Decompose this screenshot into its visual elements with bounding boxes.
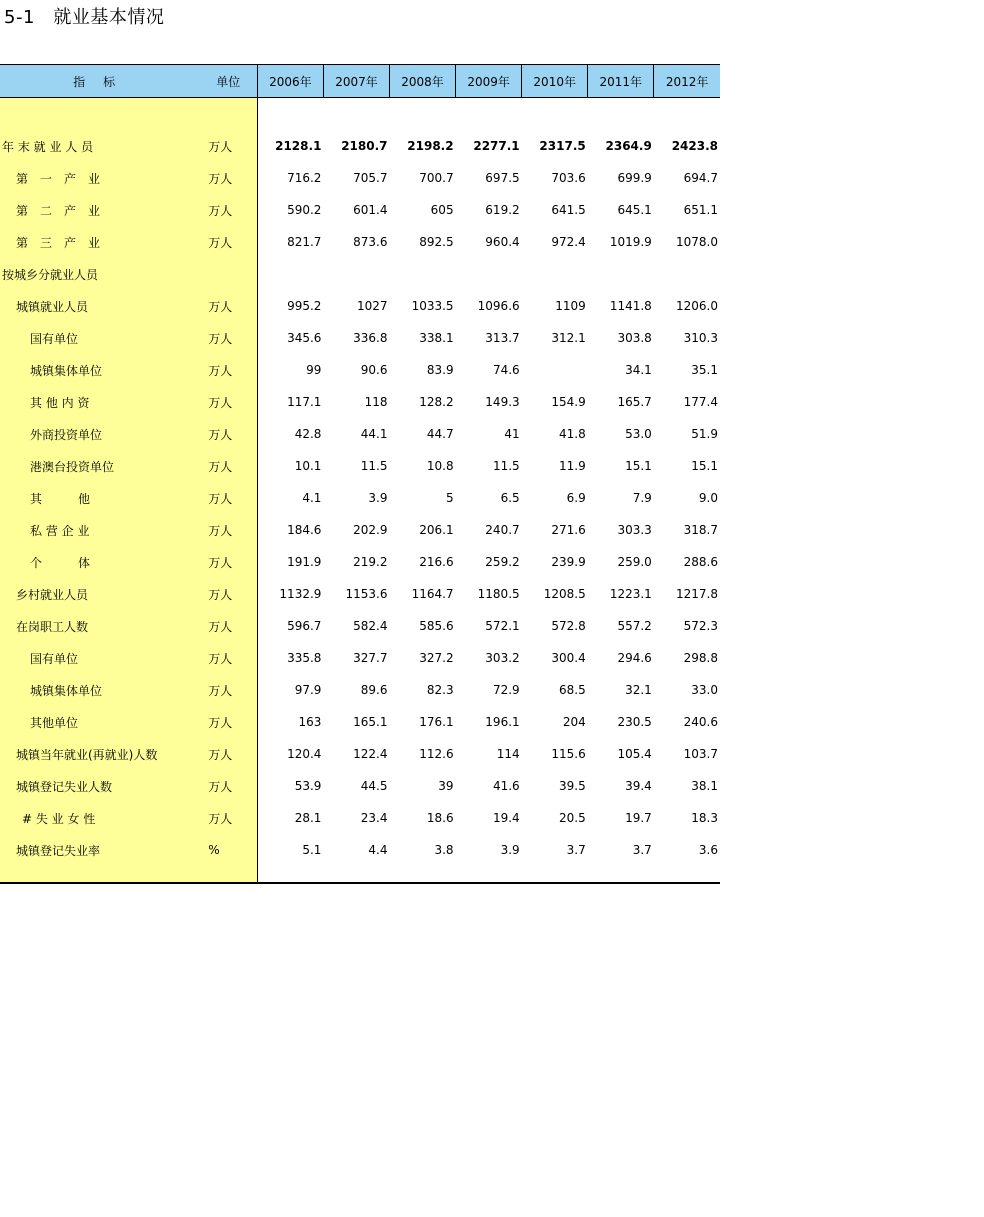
spacer-row — [0, 114, 720, 130]
row-unit: 万人 — [206, 738, 257, 770]
value-cell: 44.5 — [360, 779, 388, 793]
value-cell: 873.6 — [353, 235, 388, 249]
row-unit: 万人 — [206, 354, 257, 386]
value-cell: 572.3 — [683, 619, 718, 633]
value-cell: 892.5 — [419, 235, 454, 249]
value-cell: 20.5 — [559, 811, 586, 825]
value-cell: 705.7 — [353, 171, 388, 185]
header-year: 2009年 — [456, 65, 522, 98]
row-label: # 失 业 女 性 — [0, 802, 206, 834]
value-cell: 6.5 — [500, 491, 520, 505]
table-row — [0, 674, 720, 706]
value-cell: 703.6 — [551, 171, 586, 185]
table-row — [0, 322, 720, 354]
value-cell: 4.4 — [368, 843, 388, 857]
value-cell: 2423.8 — [671, 139, 718, 153]
value-cell: 176.1 — [419, 715, 454, 729]
value-cell: 216.6 — [419, 555, 454, 569]
value-cell: 582.4 — [353, 619, 388, 633]
value-cell: 699.9 — [617, 171, 652, 185]
value-cell: 700.7 — [419, 171, 454, 185]
value-cell: 33.0 — [691, 683, 718, 697]
value-cell: 122.4 — [353, 747, 388, 761]
header-year: 2006年 — [257, 65, 323, 98]
row-label: 在岗职工人数 — [0, 610, 206, 642]
row-unit: 万人 — [206, 322, 257, 354]
header-year: 2008年 — [390, 65, 456, 98]
header-year: 2011年 — [588, 65, 654, 98]
value-cell — [654, 258, 720, 290]
value-cell: 1217.8 — [676, 587, 718, 601]
row-unit: 万人 — [206, 290, 257, 322]
spacer-row — [0, 98, 720, 115]
table-row — [0, 706, 720, 738]
value-cell: 3.8 — [434, 843, 454, 857]
value-cell: 335.8 — [257, 642, 323, 674]
value-cell: 154.9 — [551, 395, 586, 409]
value-cell: 120.4 — [257, 738, 323, 770]
value-cell: 345.6 — [257, 322, 323, 354]
value-cell: 28.1 — [257, 802, 323, 834]
value-cell: 645.1 — [617, 203, 652, 217]
row-label: 其 他 — [0, 482, 206, 514]
value-cell — [522, 258, 588, 290]
value-cell: 651.1 — [683, 203, 718, 217]
value-cell: 3.6 — [698, 843, 718, 857]
value-cell — [257, 258, 323, 290]
value-cell: 303.8 — [617, 331, 652, 345]
value-cell: 3.9 — [500, 843, 520, 857]
value-cell: 5.1 — [257, 834, 323, 866]
employment-table-container — [0, 64, 720, 884]
row-label: 第 一 产 业 — [0, 162, 206, 194]
row-unit: 万人 — [206, 610, 257, 642]
table-row — [0, 834, 720, 866]
table-row — [0, 610, 720, 642]
row-label: 外商投资单位 — [0, 418, 206, 450]
row-unit: 万人 — [206, 578, 257, 610]
table-row — [0, 770, 720, 802]
value-cell: 51.9 — [691, 427, 718, 441]
value-cell: 2317.5 — [539, 139, 586, 153]
row-unit: 万人 — [206, 194, 257, 226]
row-unit: 万人 — [206, 770, 257, 802]
value-cell: 4.1 — [257, 482, 323, 514]
value-cell: 230.5 — [617, 715, 652, 729]
table-body — [0, 98, 720, 884]
value-cell: 19.4 — [492, 811, 520, 825]
row-unit: 万人 — [206, 386, 257, 418]
table-row — [0, 226, 720, 258]
value-cell: 41 — [504, 427, 520, 441]
value-cell: 1164.7 — [411, 587, 454, 601]
value-cell: 34.1 — [625, 363, 652, 377]
value-cell: 3.9 — [368, 491, 388, 505]
value-cell: 10.8 — [426, 459, 454, 473]
value-cell: 11.5 — [492, 459, 520, 473]
value-cell: 310.3 — [683, 331, 718, 345]
value-cell: 294.6 — [617, 651, 652, 665]
row-label: 其他单位 — [0, 706, 206, 738]
value-cell — [390, 258, 456, 290]
value-cell: 2364.9 — [605, 139, 652, 153]
row-label: 港澳台投资单位 — [0, 450, 206, 482]
value-cell: 82.3 — [426, 683, 454, 697]
table-header — [0, 65, 720, 98]
value-cell: 1019.9 — [609, 235, 652, 249]
value-cell: 240.7 — [485, 523, 520, 537]
value-cell: 68.5 — [559, 683, 586, 697]
header-year: 2007年 — [323, 65, 389, 98]
row-unit — [206, 258, 257, 290]
value-cell: 118 — [364, 395, 388, 409]
value-cell: 619.2 — [485, 203, 520, 217]
value-cell: 1109 — [555, 299, 586, 313]
value-cell: 318.7 — [683, 523, 718, 537]
row-unit: 万人 — [206, 514, 257, 546]
value-cell: 206.1 — [419, 523, 454, 537]
value-cell: 336.8 — [353, 331, 388, 345]
table-row — [0, 802, 720, 834]
table-row — [0, 738, 720, 770]
value-cell: 184.6 — [257, 514, 323, 546]
value-cell: 697.5 — [485, 171, 520, 185]
value-cell: 35.1 — [691, 363, 718, 377]
value-cell — [522, 354, 588, 386]
row-unit: 万人 — [206, 226, 257, 258]
value-cell: 44.1 — [360, 427, 388, 441]
value-cell: 1141.8 — [609, 299, 652, 313]
value-cell: 39.5 — [559, 779, 586, 793]
row-unit: % — [206, 834, 257, 866]
row-label: 第 三 产 业 — [0, 226, 206, 258]
row-label: 国有单位 — [0, 642, 206, 674]
value-cell: 596.7 — [257, 610, 323, 642]
value-cell: 1096.6 — [477, 299, 520, 313]
value-cell: 128.2 — [419, 395, 454, 409]
row-label: 按城乡分就业人员 — [0, 258, 206, 290]
value-cell: 114 — [496, 747, 520, 761]
value-cell: 97.9 — [257, 674, 323, 706]
value-cell: 177.4 — [683, 395, 718, 409]
value-cell — [456, 258, 522, 290]
row-unit: 万人 — [206, 642, 257, 674]
value-cell: 219.2 — [353, 555, 388, 569]
header-unit: 单位 — [206, 65, 257, 98]
value-cell: 240.6 — [683, 715, 718, 729]
value-cell: 11.5 — [360, 459, 388, 473]
value-cell: 11.9 — [559, 459, 586, 473]
value-cell: 298.8 — [683, 651, 718, 665]
value-cell: 960.4 — [485, 235, 520, 249]
header-year: 2010年 — [522, 65, 588, 98]
value-cell: 99 — [257, 354, 323, 386]
row-unit: 万人 — [206, 130, 257, 162]
value-cell: 2277.1 — [473, 139, 520, 153]
value-cell: 557.2 — [617, 619, 652, 633]
value-cell: 53.0 — [625, 427, 652, 441]
row-unit: 万人 — [206, 450, 257, 482]
value-cell: 163 — [257, 706, 323, 738]
value-cell: 44.7 — [426, 427, 454, 441]
value-cell: 601.4 — [353, 203, 388, 217]
row-label: 其 他 内 资 — [0, 386, 206, 418]
table-row — [0, 546, 720, 578]
value-cell: 191.9 — [257, 546, 323, 578]
value-cell: 74.6 — [492, 363, 520, 377]
value-cell: 112.6 — [419, 747, 454, 761]
value-cell: 204 — [562, 715, 586, 729]
value-cell: 165.7 — [617, 395, 652, 409]
row-label: 乡村就业人员 — [0, 578, 206, 610]
value-cell: 6.9 — [566, 491, 586, 505]
value-cell: 10.1 — [257, 450, 323, 482]
value-cell: 83.9 — [426, 363, 454, 377]
value-cell: 105.4 — [617, 747, 652, 761]
value-cell: 165.1 — [353, 715, 388, 729]
value-cell: 1208.5 — [543, 587, 586, 601]
value-cell: 572.8 — [551, 619, 586, 633]
value-cell: 103.7 — [683, 747, 718, 761]
value-cell: 1132.9 — [257, 578, 323, 610]
row-unit: 万人 — [206, 706, 257, 738]
value-cell: 288.6 — [683, 555, 718, 569]
table-row — [0, 258, 720, 290]
value-cell: 115.6 — [551, 747, 586, 761]
row-unit: 万人 — [206, 674, 257, 706]
value-cell: 2198.2 — [407, 139, 454, 153]
table-row — [0, 578, 720, 610]
value-cell: 90.6 — [360, 363, 388, 377]
value-cell: 2180.7 — [341, 139, 388, 153]
table-row — [0, 450, 720, 482]
value-cell: 39.4 — [625, 779, 652, 793]
value-cell: 32.1 — [625, 683, 652, 697]
table-row — [0, 418, 720, 450]
value-cell: 1180.5 — [477, 587, 520, 601]
value-cell: 694.7 — [683, 171, 718, 185]
header-year: 2012年 — [654, 65, 720, 98]
value-cell: 313.7 — [485, 331, 520, 345]
value-cell: 39 — [438, 779, 454, 793]
row-unit: 万人 — [206, 546, 257, 578]
value-cell: 303.2 — [485, 651, 520, 665]
table-row — [0, 386, 720, 418]
value-cell: 239.9 — [551, 555, 586, 569]
value-cell — [323, 258, 389, 290]
value-cell: 338.1 — [419, 331, 454, 345]
value-cell: 149.3 — [485, 395, 520, 409]
header-indicator: 指标 — [0, 65, 206, 98]
row-label: 城镇登记失业率 — [0, 834, 206, 866]
value-cell: 3.7 — [632, 843, 652, 857]
value-cell: 572.1 — [485, 619, 520, 633]
value-cell: 641.5 — [551, 203, 586, 217]
value-cell: 23.4 — [360, 811, 388, 825]
row-label: 第 二 产 业 — [0, 194, 206, 226]
value-cell: 15.1 — [625, 459, 652, 473]
value-cell: 1223.1 — [609, 587, 652, 601]
value-cell: 7.9 — [632, 491, 652, 505]
table-row — [0, 290, 720, 322]
value-cell: 42.8 — [257, 418, 323, 450]
value-cell: 202.9 — [353, 523, 388, 537]
value-cell: 15.1 — [691, 459, 718, 473]
employment-table — [0, 64, 720, 884]
value-cell: 303.3 — [617, 523, 652, 537]
page-title: 5-1 就业基本情况 — [4, 7, 165, 28]
value-cell: 38.1 — [691, 779, 718, 793]
value-cell: 19.7 — [625, 811, 652, 825]
value-cell: 1078.0 — [676, 235, 718, 249]
table-row — [0, 194, 720, 226]
row-label: 个 体 — [0, 546, 206, 578]
value-cell: 18.6 — [426, 811, 454, 825]
value-cell: 2128.1 — [257, 130, 323, 162]
value-cell: 9.0 — [698, 491, 718, 505]
value-cell: 585.6 — [419, 619, 454, 633]
table-row — [0, 642, 720, 674]
value-cell: 995.2 — [257, 290, 323, 322]
row-unit: 万人 — [206, 162, 257, 194]
row-unit: 万人 — [206, 482, 257, 514]
table-row — [0, 354, 720, 386]
row-label: 城镇当年就业(再就业)人数 — [0, 738, 206, 770]
value-cell: 1153.6 — [345, 587, 388, 601]
row-label: 国有单位 — [0, 322, 206, 354]
spacer-row — [0, 866, 720, 883]
value-cell: 41.8 — [559, 427, 586, 441]
value-cell: 590.2 — [257, 194, 323, 226]
row-label: 城镇登记失业人数 — [0, 770, 206, 802]
row-label: 城镇集体单位 — [0, 674, 206, 706]
value-cell: 3.7 — [566, 843, 586, 857]
table-row — [0, 130, 720, 162]
row-unit: 万人 — [206, 418, 257, 450]
value-cell: 18.3 — [691, 811, 718, 825]
value-cell: 5 — [445, 491, 454, 505]
row-label: 城镇集体单位 — [0, 354, 206, 386]
table-row — [0, 482, 720, 514]
value-cell: 327.7 — [353, 651, 388, 665]
value-cell: 259.0 — [617, 555, 652, 569]
table-row — [0, 514, 720, 546]
value-cell: 300.4 — [551, 651, 586, 665]
value-cell: 312.1 — [551, 331, 586, 345]
row-label: 年 末 就 业 人 员 — [0, 130, 206, 162]
row-label: 城镇就业人员 — [0, 290, 206, 322]
value-cell: 1033.5 — [411, 299, 454, 313]
value-cell: 327.2 — [419, 651, 454, 665]
value-cell: 259.2 — [485, 555, 520, 569]
value-cell: 1206.0 — [676, 299, 718, 313]
value-cell: 821.7 — [257, 226, 323, 258]
value-cell: 117.1 — [257, 386, 323, 418]
value-cell: 271.6 — [551, 523, 586, 537]
value-cell: 53.9 — [257, 770, 323, 802]
value-cell: 72.9 — [492, 683, 520, 697]
value-cell: 972.4 — [551, 235, 586, 249]
row-label: 私 营 企 业 — [0, 514, 206, 546]
value-cell: 196.1 — [485, 715, 520, 729]
value-cell: 716.2 — [257, 162, 323, 194]
table-row — [0, 162, 720, 194]
value-cell: 41.6 — [492, 779, 520, 793]
value-cell: 89.6 — [360, 683, 388, 697]
row-unit: 万人 — [206, 802, 257, 834]
value-cell — [588, 258, 654, 290]
value-cell: 1027 — [356, 299, 388, 313]
value-cell: 605 — [430, 203, 454, 217]
